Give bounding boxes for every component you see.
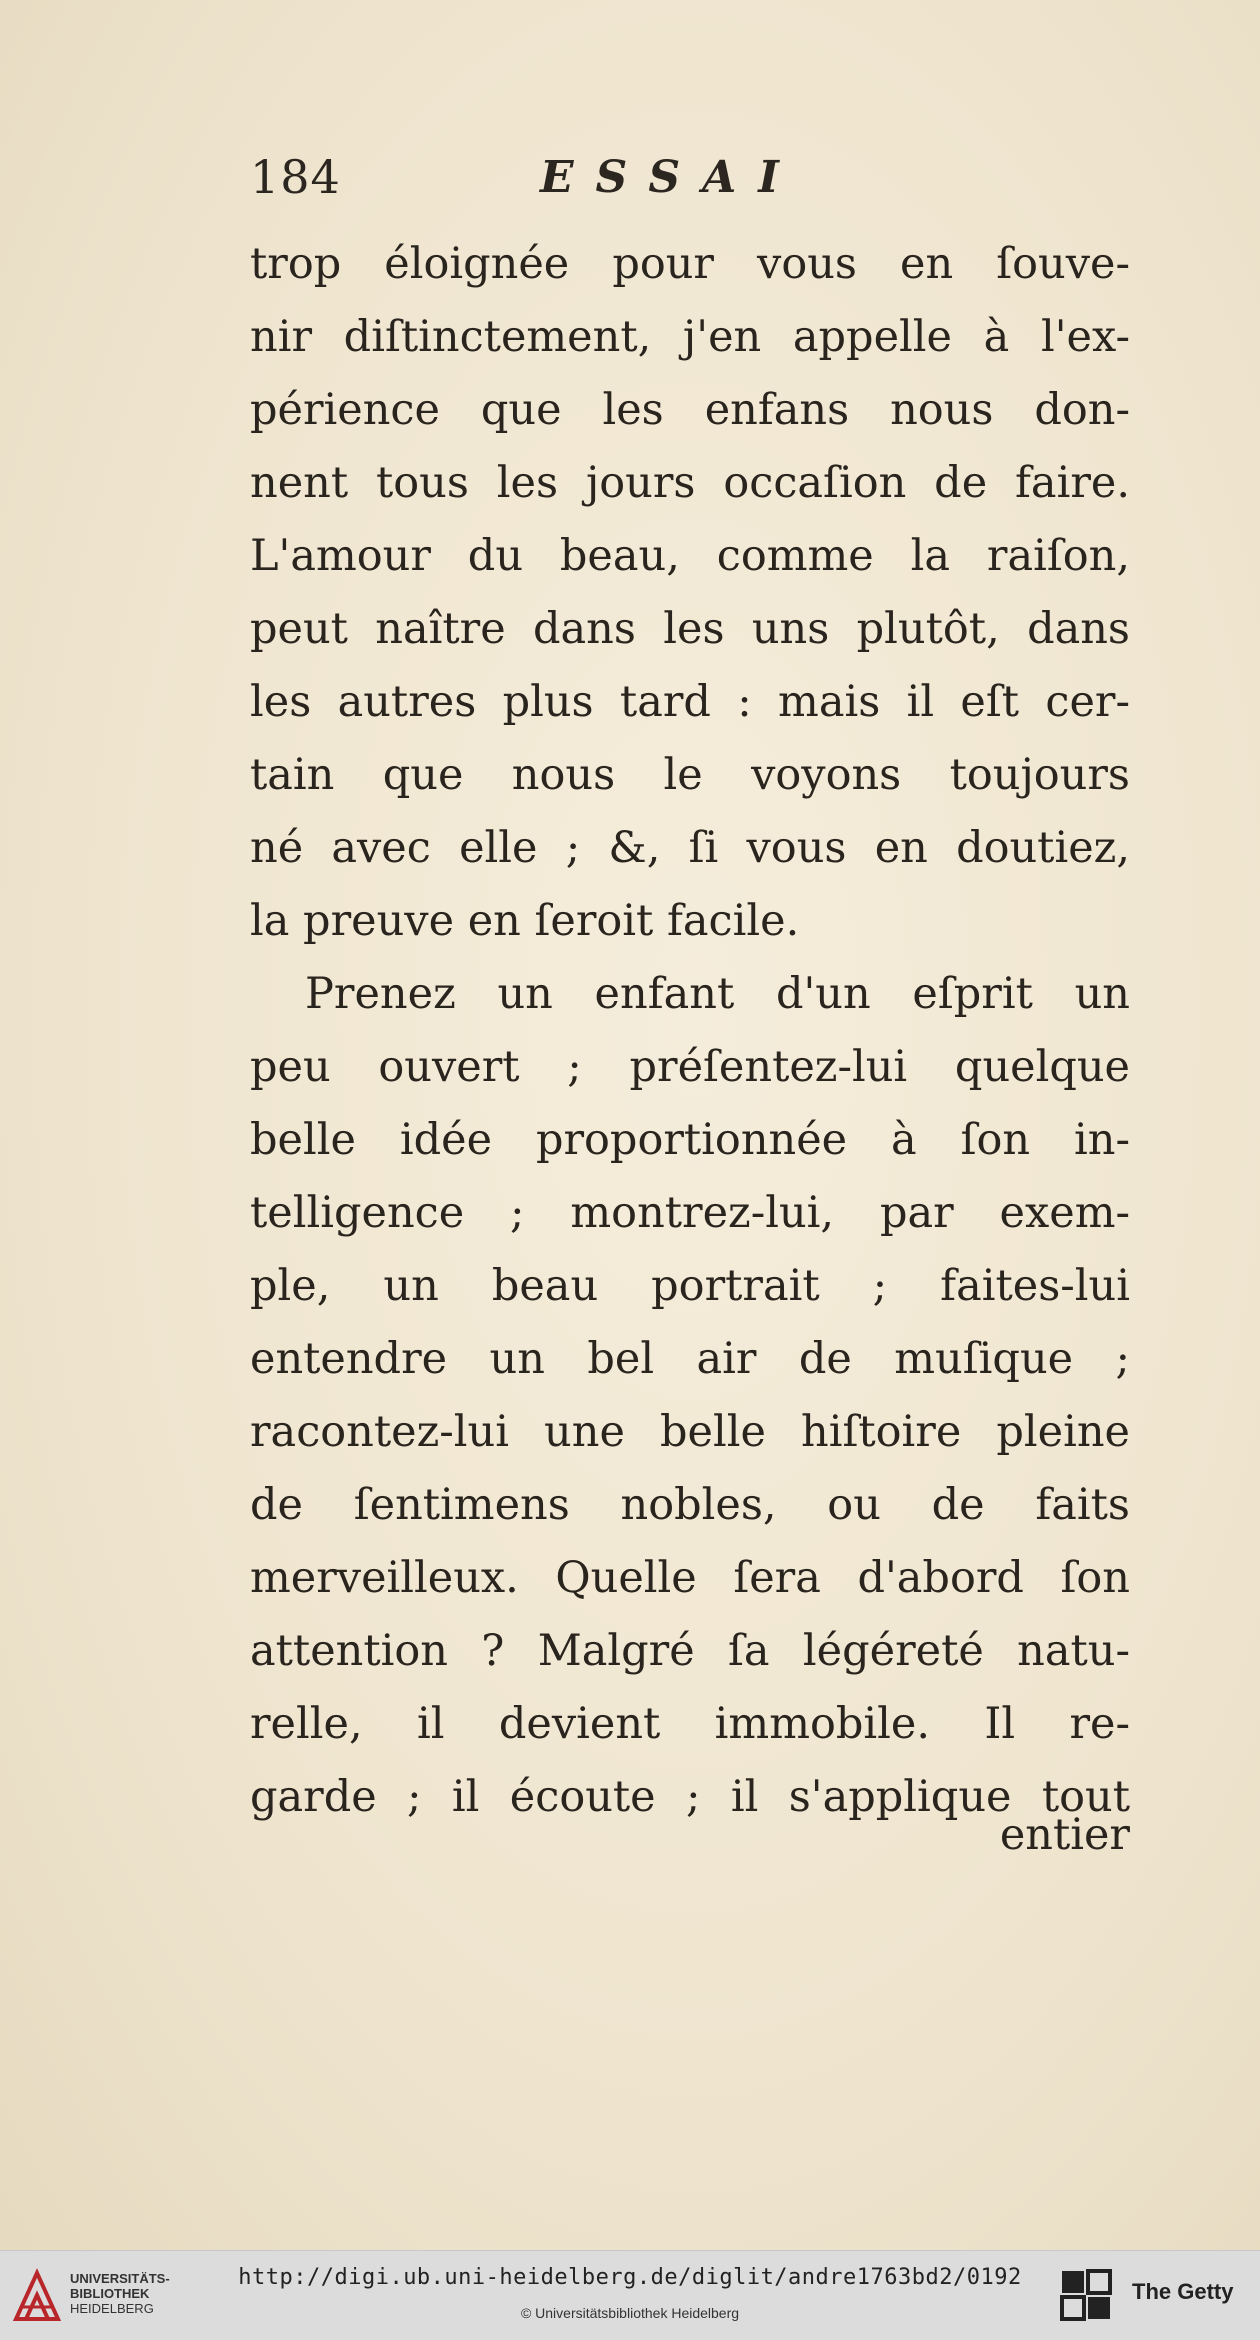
text-line: nir diſtinctement, j'en appelle à l'ex- xyxy=(250,312,1130,362)
catchword: entier xyxy=(999,1810,1130,1860)
page-header xyxy=(250,150,1130,220)
text-line: périence que les enfans nous don- xyxy=(250,385,1130,435)
library-name-line: BIBLIOTHEK xyxy=(70,2286,150,2301)
text-line: belle idée proportionnée à ſon in- xyxy=(250,1115,1130,1165)
footer-bar xyxy=(0,2250,1260,2340)
text-line: les autres plus tard : mais il eſt cer- xyxy=(250,677,1130,727)
running-title: ESSAI xyxy=(540,152,801,203)
library-name-line: UNIVERSITÄTS- xyxy=(70,2271,170,2286)
text-line: de ſentimens nobles, ou de faits xyxy=(250,1480,1130,1530)
text-line: telligence ; montrez-lui, par exem- xyxy=(250,1188,1130,1238)
text-line: peu ouvert ; préſentez-lui quelque xyxy=(250,1042,1130,1092)
text-line: ple, un beau portrait ; faites-lui xyxy=(250,1261,1130,1311)
body-text xyxy=(250,228,1130,1834)
text-line: né avec elle ; &, ſi vous en doutiez, xyxy=(250,823,1130,873)
text-line: L'amour du beau, comme la raiſon, xyxy=(250,531,1130,581)
text-line: racontez-lui une belle hiſtoire pleine xyxy=(250,1407,1130,1457)
partner-name: The Getty xyxy=(1132,2279,1234,2304)
page-number: 184 xyxy=(250,150,341,204)
text-line: trop éloignée pour vous en ſouve- xyxy=(250,239,1130,289)
text-line: garde ; il écoute ; il s'applique tout xyxy=(250,1772,1130,1822)
copyright-notice: © Universitätsbibliothek Heidelberg xyxy=(520,2305,740,2321)
text-line: peut naître dans les uns plutôt, dans xyxy=(250,604,1130,654)
text-line: merveilleux. Quelle ſera d'abord ſon xyxy=(250,1553,1130,1603)
text-line: entendre un bel air de muſique ; xyxy=(250,1334,1130,1384)
text-line: nent tous les jours occaſion de faire. xyxy=(250,458,1130,508)
text-line: la preuve en ſeroit facile. xyxy=(250,896,800,946)
library-name-line: HEIDELBERG xyxy=(70,2301,154,2316)
text-line: Prenez un enfant d'un eſprit un xyxy=(305,969,1130,1019)
text-line: tain que nous le voyons toujours xyxy=(250,750,1130,800)
source-url-link[interactable]: http://digi.ub.uni-heidelberg.de/diglit/andre1763bd2/0192 xyxy=(238,2265,1022,2290)
getty-logo-icon[interactable] xyxy=(1060,2269,1112,2321)
text-line: relle, il devient immobile. Il re- xyxy=(250,1699,1130,1749)
text-line: attention ? Malgré ſa légéreté natu- xyxy=(250,1626,1130,1676)
